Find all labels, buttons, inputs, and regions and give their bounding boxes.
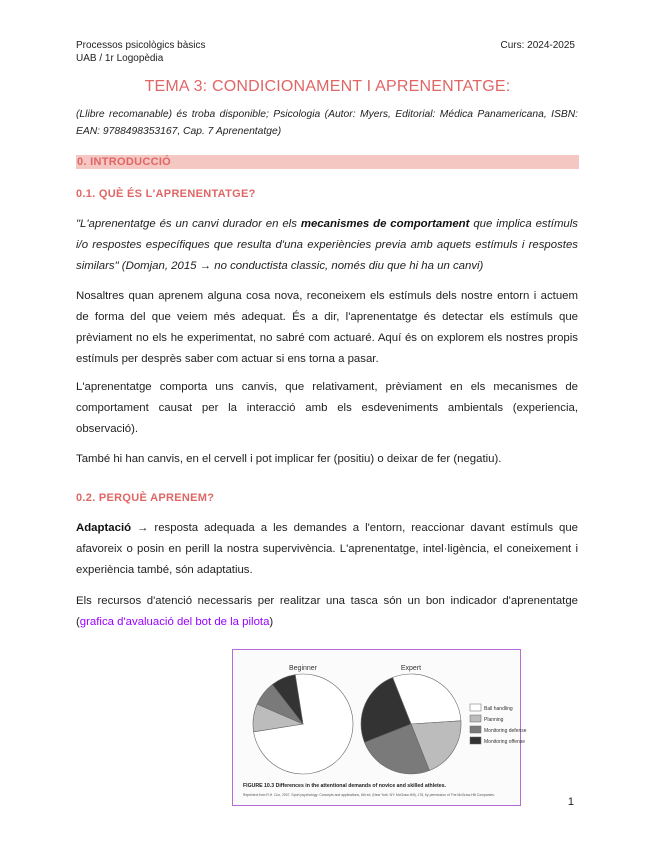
paragraph-5 (76, 591, 578, 633)
page-number: 1 (567, 796, 574, 808)
book-note: (Llibre recomanable) és troba disponible; Psicologia (Autor: Myers, Editorial: Médica Panamericana, ISBN: EAN: 9788498353167, Cap. 7 Aprenentatge) (76, 109, 578, 137)
paragraph-5-text: Els recursos d'atenció necessaris per realitzar una tasca són un bon indicador d'aprenentatge ( (76, 595, 578, 628)
quote-bold: mecanismes de comportament (300, 218, 470, 230)
paragraph-2: L'aprenentatge comporta uns canvis, que relativament, prèviament en els mecanismes de comportament causat per la interacció amb els esdeveniments ambientals (experiencia, observació). (76, 381, 578, 435)
definition-quote (76, 214, 578, 277)
legend-swatch-monitoring-offense (470, 737, 481, 744)
header-right (501, 39, 576, 52)
adaptation-term: Adaptació (76, 522, 132, 534)
legend-swatch-monitoring-defense (470, 726, 481, 733)
legend-label-ball-handling: Ball handling (484, 706, 513, 712)
pie-label-expert: Expert (400, 665, 422, 672)
legend-swatch-planning (470, 715, 481, 722)
legend-label-monitoring-defense: Monitoring defense (484, 728, 527, 734)
page-title: TEMA 3: CONDICIONAMENT I APRENENTATGE: (144, 78, 511, 95)
header-left (76, 39, 206, 65)
legend-label-planning: Planning (484, 717, 504, 723)
institution: UAB / 1r Logopèdia (76, 53, 164, 64)
course-name: Processos psicològics bàsics (76, 40, 206, 51)
pie-label-beginner: Beginner (288, 665, 318, 672)
section-heading-intro: 0. INTRODUCCIÓ (76, 155, 579, 169)
attention-pie-chart (233, 650, 527, 805)
figure-title: FIGURE 10.3 Differences in the attentional demands of novice and skilled athletes. (243, 783, 446, 789)
paragraph-4 (76, 518, 578, 581)
section-heading-what-is-learning: 0.1. QUÈ ÉS L'APRENENTATGE? (76, 188, 256, 200)
quote-start: "L'aprenentatge és un canvi durador en els (76, 218, 301, 230)
paragraph-5-close: ) (269, 616, 274, 628)
section-heading-why-learn: 0.2. PERQUÈ APRENEM? (76, 492, 215, 504)
figure-caption: Reprinted from R.H. Cox, 2007. Sport psychology: Concepts and applications, 6th ed. (New York: NY: McGraw-Hill), 178, by permission of The McGraw-Hill Companies. (243, 793, 495, 797)
adaptation-text: → resposta adequada a les demandes a l'entorn, reaccionar davant estímuls que afavoreix o posin en perill la nostra supervivència. L'aprenentatge, intel·ligència, el coneixement i experiència també, són adaptatius. (76, 522, 578, 576)
chart-link[interactable]: grafica d'avaluació del bot de la pilota (79, 616, 270, 628)
legend-swatch-ball-handling (470, 704, 481, 711)
paragraph-3: També hi han canvis, en el cervell i pot implicar fer (positiu) o deixar de fer (negatiu). (76, 453, 502, 465)
legend-label-monitoring-offense: Monitoring offense (484, 739, 526, 745)
attention-chart-figure (232, 649, 527, 806)
course-year: Curs: 2024-2025 (500, 40, 575, 51)
paragraph-1: Nosaltres quan aprenem alguna cosa nova, reconeixem els estímuls dels nostre entorn i actuem de forma del que veiem més adequat. És a dir, l'aprenentatge és detectar els estímuls que prèviament no els he experimentat, no sabré com actuaré. Aquí és on explorem els nostres propis estímuls per desprès saber com actuar si ens torna a pasar. (76, 290, 578, 365)
quote-end: que implica estímuls i/o respostes específiques que resulta d'una experiències previa amb aquets estímuls i respostes similars" (Domjan, 2015 → no conductista classic, només diu que hi ha un canvi) (76, 218, 578, 272)
